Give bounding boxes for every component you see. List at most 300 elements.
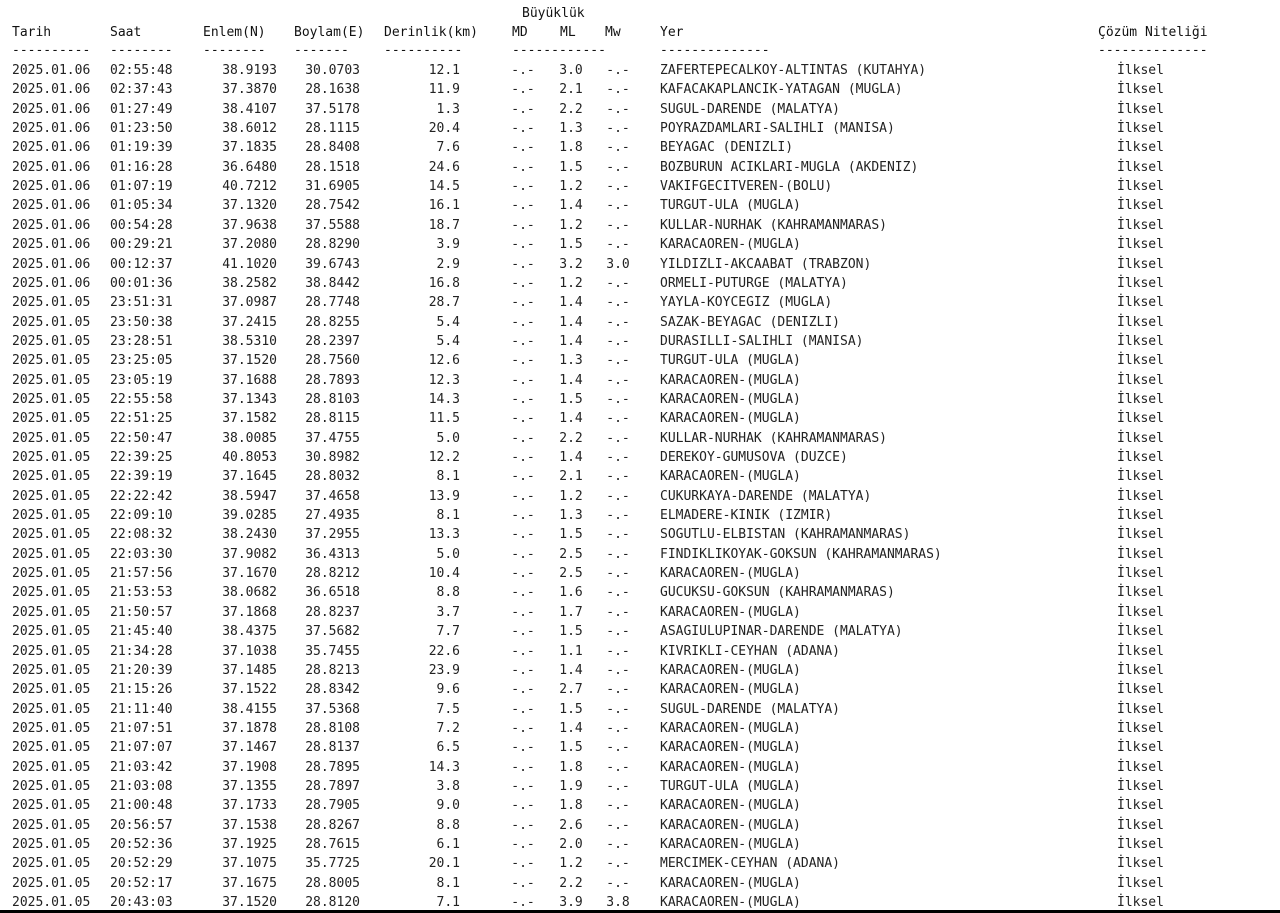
cell-ml: 1.8: [559, 759, 583, 775]
cell-md: -.-: [511, 643, 535, 659]
cell-derinlik: 20.4: [428, 121, 460, 137]
cell-ml: 1.7: [559, 604, 583, 620]
cell-enlem: 37.1675: [222, 875, 277, 891]
cell-cozum: İlksel: [1117, 546, 1164, 562]
cell-derinlik: 5.4: [436, 333, 460, 349]
cell-md: -.-: [511, 585, 535, 601]
cell-md: -.-: [511, 411, 535, 427]
cell-saat: 01:05:34: [110, 198, 173, 214]
cell-mw: -.-: [606, 720, 630, 736]
cell-saat: 21:57:56: [110, 566, 173, 582]
cell-tarih: 2025.01.05: [12, 895, 91, 911]
cell-derinlik: 10.4: [428, 566, 460, 582]
cell-tarih: 2025.01.06: [12, 159, 91, 175]
table-row: [0, 777, 1280, 796]
cell-ml: 1.2: [559, 217, 583, 233]
cell-cozum: İlksel: [1117, 778, 1164, 794]
cell-enlem: 37.1878: [222, 720, 277, 736]
cell-derinlik: 6.1: [436, 837, 460, 852]
cell-derinlik: 7.7: [436, 624, 460, 640]
separator-tarih: ----------: [12, 43, 91, 58]
cell-boylam: 28.2397: [305, 333, 360, 349]
cell-ml: 3.0: [559, 63, 583, 78]
table-row: [0, 583, 1280, 602]
separator-enlem: --------: [203, 43, 266, 58]
column-header-enlem: Enlem(N): [203, 25, 266, 40]
cell-yer: KARACAOREN-(MUGLA): [660, 682, 801, 698]
cell-boylam: 28.8108: [305, 720, 360, 736]
cell-mw: -.-: [606, 217, 630, 233]
cell-saat: 00:29:21: [110, 237, 173, 253]
cell-tarih: 2025.01.05: [12, 740, 91, 756]
table-row: [0, 835, 1280, 854]
cell-enlem: 37.1320: [222, 198, 277, 214]
cell-ml: 1.4: [559, 314, 583, 330]
cell-enlem: 38.2430: [222, 527, 277, 543]
cell-saat: 20:52:17: [110, 875, 173, 891]
cell-boylam: 28.8290: [305, 237, 360, 253]
cell-saat: 20:43:03: [110, 895, 173, 911]
table-row: [0, 448, 1280, 467]
table-row: [0, 680, 1280, 699]
cell-md: -.-: [511, 798, 535, 814]
cell-boylam: 28.7905: [305, 798, 360, 814]
cell-saat: 21:07:51: [110, 720, 173, 736]
cell-mw: -.-: [606, 314, 630, 330]
cell-derinlik: 16.1: [428, 198, 460, 214]
cell-yer: MERCIMEK-CEYHAN (ADANA): [660, 856, 841, 872]
cell-md: -.-: [511, 895, 535, 911]
table-row: [0, 158, 1280, 177]
cell-tarih: 2025.01.05: [12, 585, 91, 601]
cell-saat: 01:27:49: [110, 101, 173, 117]
table-row: [0, 854, 1280, 873]
cell-md: -.-: [511, 121, 535, 137]
cell-md: -.-: [511, 624, 535, 640]
cell-enlem: 37.1908: [222, 759, 277, 775]
cell-enlem: 38.2582: [222, 275, 277, 291]
cell-ml: 1.5: [559, 624, 583, 640]
cell-ml: 2.5: [559, 546, 583, 562]
cell-tarih: 2025.01.06: [12, 82, 91, 98]
cell-cozum: İlksel: [1117, 101, 1164, 117]
cell-cozum: İlksel: [1117, 488, 1164, 504]
cell-mw: -.-: [606, 643, 630, 659]
cell-boylam: 28.8115: [305, 411, 360, 427]
cell-saat: 00:12:37: [110, 256, 173, 272]
cell-cozum: İlksel: [1117, 508, 1164, 524]
cell-saat: 22:39:25: [110, 450, 173, 465]
cell-yer: ELMADERE-KINIK (IZMIR): [660, 508, 833, 524]
cell-mw: -.-: [606, 546, 630, 562]
cell-md: -.-: [511, 82, 535, 98]
cell-saat: 22:22:42: [110, 488, 173, 504]
cell-cozum: İlksel: [1117, 875, 1164, 891]
cell-derinlik: 3.9: [436, 237, 460, 253]
cell-boylam: 28.8408: [305, 140, 360, 156]
cell-ml: 3.9: [559, 895, 583, 911]
cell-enlem: 38.6012: [222, 121, 277, 137]
cell-tarih: 2025.01.06: [12, 140, 91, 156]
cell-derinlik: 5.0: [436, 430, 460, 446]
cell-mw: -.-: [606, 759, 630, 775]
cell-tarih: 2025.01.05: [12, 391, 91, 407]
cell-cozum: İlksel: [1117, 469, 1164, 485]
cell-cozum: İlksel: [1117, 82, 1164, 98]
cell-boylam: 28.8103: [305, 391, 360, 407]
cell-tarih: 2025.01.06: [12, 179, 91, 195]
cell-cozum: İlksel: [1117, 275, 1164, 291]
cell-enlem: 37.9638: [222, 217, 277, 233]
cell-md: -.-: [511, 856, 535, 872]
cell-md: -.-: [511, 450, 535, 465]
cell-derinlik: 1.3: [436, 101, 460, 117]
cell-mw: -.-: [606, 430, 630, 446]
table-row: [0, 661, 1280, 680]
column-header-yer: Yer: [660, 25, 684, 40]
cell-md: -.-: [511, 275, 535, 291]
cell-yer: KARACAOREN-(MUGLA): [660, 237, 801, 253]
cell-boylam: 28.8137: [305, 740, 360, 756]
cell-mw: -.-: [606, 837, 630, 852]
table-row: [0, 487, 1280, 506]
table-row: [0, 429, 1280, 448]
cell-tarih: 2025.01.05: [12, 430, 91, 446]
cell-yer: BEYAGAC (DENIZLI): [660, 140, 794, 156]
cell-cozum: İlksel: [1117, 701, 1164, 717]
cell-md: -.-: [511, 817, 535, 833]
cell-tarih: 2025.01.05: [12, 411, 91, 427]
cell-derinlik: 6.5: [436, 740, 460, 756]
cell-enlem: 38.4155: [222, 701, 277, 717]
cell-boylam: 37.5588: [305, 217, 360, 233]
cell-cozum: İlksel: [1117, 256, 1164, 272]
cell-saat: 21:53:53: [110, 585, 173, 601]
cell-enlem: 37.1075: [222, 856, 277, 872]
cell-yer: YILDIZLI-AKCAABAT (TRABZON): [660, 256, 872, 272]
cell-cozum: İlksel: [1117, 121, 1164, 137]
cell-yer: KARACAOREN-(MUGLA): [660, 875, 801, 891]
cell-saat: 21:03:42: [110, 759, 173, 775]
cell-cozum: İlksel: [1117, 333, 1164, 349]
cell-tarih: 2025.01.05: [12, 817, 91, 833]
table-row: [0, 525, 1280, 544]
cell-md: -.-: [511, 875, 535, 891]
cell-enlem: 37.1522: [222, 682, 277, 698]
cell-ml: 2.2: [559, 430, 583, 446]
cell-boylam: 28.8255: [305, 314, 360, 330]
cell-boylam: 28.8032: [305, 469, 360, 485]
cell-derinlik: 2.9: [436, 256, 460, 272]
cell-derinlik: 11.9: [428, 82, 460, 98]
cell-mw: -.-: [606, 411, 630, 427]
cell-ml: 1.2: [559, 179, 583, 195]
table-row: [0, 255, 1280, 274]
cell-cozum: İlksel: [1117, 430, 1164, 446]
cell-enlem: 38.5947: [222, 488, 277, 504]
cell-yer: KARACAOREN-(MUGLA): [660, 740, 801, 756]
cell-mw: -.-: [606, 450, 630, 465]
cell-enlem: 37.1520: [222, 353, 277, 369]
cell-saat: 01:07:19: [110, 179, 173, 195]
cell-yer: KARACAOREN-(MUGLA): [660, 391, 801, 407]
cell-derinlik: 12.6: [428, 353, 460, 369]
cell-ml: 1.9: [559, 778, 583, 794]
table-row: [0, 332, 1280, 351]
cell-md: -.-: [511, 604, 535, 620]
cell-saat: 23:51:31: [110, 295, 173, 311]
table-row: [0, 390, 1280, 409]
cell-ml: 1.4: [559, 662, 583, 678]
cell-yer: TURGUT-ULA (MUGLA): [660, 353, 801, 369]
cell-derinlik: 14.3: [428, 391, 460, 407]
cell-mw: -.-: [606, 508, 630, 524]
cell-mw: -.-: [606, 372, 630, 388]
table-row: [0, 274, 1280, 293]
table-row: [0, 80, 1280, 99]
cell-derinlik: 12.3: [428, 372, 460, 388]
cell-md: -.-: [511, 353, 535, 369]
cell-boylam: 28.8120: [305, 895, 360, 911]
cell-enlem: 38.9193: [222, 63, 277, 78]
cell-yer: DEREKOY-GUMUSOVA (DUZCE): [660, 450, 848, 465]
cell-boylam: 35.7455: [305, 643, 360, 659]
cell-mw: -.-: [606, 682, 630, 698]
cell-saat: 22:50:47: [110, 430, 173, 446]
cell-enlem: 37.1355: [222, 778, 277, 794]
cell-mw: -.-: [606, 333, 630, 349]
cell-derinlik: 8.8: [436, 585, 460, 601]
cell-mw: -.-: [606, 82, 630, 98]
cell-yer: SUGUL-DARENDE (MALATYA): [660, 701, 841, 717]
cell-saat: 22:39:19: [110, 469, 173, 485]
cell-md: -.-: [511, 662, 535, 678]
cell-derinlik: 20.1: [428, 856, 460, 872]
cell-ml: 1.3: [559, 508, 583, 524]
cell-mw: -.-: [606, 856, 630, 872]
cell-ml: 1.8: [559, 140, 583, 156]
cell-yer: KARACAOREN-(MUGLA): [660, 798, 801, 814]
cell-ml: 1.4: [559, 198, 583, 214]
table-row: [0, 235, 1280, 254]
cell-yer: ORMELI-PUTURGE (MALATYA): [660, 275, 848, 291]
cell-yer: KARACAOREN-(MUGLA): [660, 662, 801, 678]
cell-derinlik: 16.8: [428, 275, 460, 291]
cell-derinlik: 8.8: [436, 817, 460, 833]
cell-mw: 3.0: [606, 256, 630, 272]
cell-tarih: 2025.01.05: [12, 662, 91, 678]
cell-cozum: İlksel: [1117, 198, 1164, 214]
table-row: [0, 177, 1280, 196]
cell-tarih: 2025.01.05: [12, 604, 91, 620]
cell-cozum: İlksel: [1117, 527, 1164, 543]
cell-saat: 00:54:28: [110, 217, 173, 233]
cell-saat: 23:50:38: [110, 314, 173, 330]
cell-ml: 1.4: [559, 450, 583, 465]
separator-magnitude: ------------: [512, 43, 606, 58]
cell-md: -.-: [511, 488, 535, 504]
cell-mw: -.-: [606, 391, 630, 407]
cell-boylam: 30.0703: [305, 63, 360, 78]
cell-enlem: 37.1645: [222, 469, 277, 485]
cell-cozum: İlksel: [1117, 798, 1164, 814]
separator-row: [0, 41, 1280, 60]
magnitude-group-label: Büyüklük: [522, 6, 585, 21]
cell-tarih: 2025.01.05: [12, 527, 91, 543]
cell-yer: DURASILLI-SALIHLI (MANISA): [660, 333, 864, 349]
cell-yer: KARACAOREN-(MUGLA): [660, 469, 801, 485]
table-row: [0, 351, 1280, 370]
cell-derinlik: 7.6: [436, 140, 460, 156]
cell-yer: TURGUT-ULA (MUGLA): [660, 198, 801, 214]
cell-mw: -.-: [606, 817, 630, 833]
cell-tarih: 2025.01.05: [12, 372, 91, 388]
cell-saat: 21:34:28: [110, 643, 173, 659]
cell-tarih: 2025.01.06: [12, 275, 91, 291]
table-row: [0, 816, 1280, 835]
cell-mw: -.-: [606, 566, 630, 582]
cell-yer: FINDIKLIKOYAK-GOKSUN (KAHRAMANMARAS): [660, 546, 942, 562]
cell-mw: -.-: [606, 778, 630, 794]
table-row: [0, 874, 1280, 893]
cell-saat: 01:19:39: [110, 140, 173, 156]
table-row: [0, 719, 1280, 738]
cell-yer: KARACAOREN-(MUGLA): [660, 604, 801, 620]
cell-saat: 01:16:28: [110, 159, 173, 175]
cell-cozum: İlksel: [1117, 837, 1164, 852]
cell-cozum: İlksel: [1117, 140, 1164, 156]
cell-md: -.-: [511, 508, 535, 524]
cell-ml: 1.2: [559, 856, 583, 872]
cell-enlem: 37.2415: [222, 314, 277, 330]
column-header-boylam: Boylam(E): [294, 25, 365, 40]
table-row: [0, 622, 1280, 641]
cell-md: -.-: [511, 101, 535, 117]
cell-mw: -.-: [606, 159, 630, 175]
cell-ml: 1.2: [559, 488, 583, 504]
cell-yer: KARACAOREN-(MUGLA): [660, 837, 801, 852]
cell-yer: KARACAOREN-(MUGLA): [660, 372, 801, 388]
cell-enlem: 37.1670: [222, 566, 277, 582]
cell-cozum: İlksel: [1117, 314, 1164, 330]
cell-enlem: 41.1020: [222, 256, 277, 272]
cell-ml: 1.4: [559, 411, 583, 427]
cell-boylam: 28.8267: [305, 817, 360, 833]
cell-boylam: 37.5682: [305, 624, 360, 640]
cell-tarih: 2025.01.06: [12, 101, 91, 117]
cell-boylam: 28.8005: [305, 875, 360, 891]
cell-md: -.-: [511, 256, 535, 272]
cell-derinlik: 5.4: [436, 314, 460, 330]
cell-yer: KARACAOREN-(MUGLA): [660, 411, 801, 427]
cell-saat: 21:00:48: [110, 798, 173, 814]
cell-saat: 21:11:40: [110, 701, 173, 717]
cell-enlem: 37.1925: [222, 837, 277, 852]
header-group-row: [0, 4, 1280, 23]
cell-yer: SAZAK-BEYAGAC (DENIZLI): [660, 314, 841, 330]
cell-ml: 1.5: [559, 391, 583, 407]
cell-tarih: 2025.01.05: [12, 856, 91, 872]
table-row: [0, 796, 1280, 815]
table-row: [0, 100, 1280, 119]
column-header-derinlik: Derinlik(km): [384, 25, 478, 40]
cell-ml: 1.4: [559, 720, 583, 736]
cell-mw: -.-: [606, 121, 630, 137]
cell-boylam: 28.8212: [305, 566, 360, 582]
cell-saat: 02:55:48: [110, 63, 173, 78]
cell-yer: ZAFERTEPECALKOY-ALTINTAS (KUTAHYA): [660, 63, 927, 78]
cell-ml: 1.1: [559, 643, 583, 659]
cell-boylam: 36.6518: [305, 585, 360, 601]
cell-md: -.-: [511, 391, 535, 407]
cell-derinlik: 9.0: [436, 798, 460, 814]
cell-tarih: 2025.01.05: [12, 295, 91, 311]
cell-mw: -.-: [606, 624, 630, 640]
cell-cozum: İlksel: [1117, 585, 1164, 601]
cell-md: -.-: [511, 759, 535, 775]
cell-derinlik: 23.9: [428, 662, 460, 678]
cell-mw: -.-: [606, 662, 630, 678]
cell-ml: 2.2: [559, 101, 583, 117]
cell-tarih: 2025.01.05: [12, 546, 91, 562]
cell-derinlik: 9.6: [436, 682, 460, 698]
cell-tarih: 2025.01.05: [12, 875, 91, 891]
cell-boylam: 28.7897: [305, 778, 360, 794]
cell-derinlik: 7.1: [436, 895, 460, 911]
cell-boylam: 28.8237: [305, 604, 360, 620]
cell-derinlik: 24.6: [428, 159, 460, 175]
cell-boylam: 28.8342: [305, 682, 360, 698]
cell-tarih: 2025.01.05: [12, 314, 91, 330]
cell-enlem: 38.0682: [222, 585, 277, 601]
cell-saat: 22:55:58: [110, 391, 173, 407]
cell-enlem: 37.1485: [222, 662, 277, 678]
cell-enlem: 37.1538: [222, 817, 277, 833]
cell-saat: 22:03:30: [110, 546, 173, 562]
cell-cozum: İlksel: [1117, 682, 1164, 698]
cell-derinlik: 12.2: [428, 450, 460, 465]
cell-tarih: 2025.01.06: [12, 63, 91, 78]
cell-ml: 1.3: [559, 353, 583, 369]
cell-cozum: İlksel: [1117, 720, 1164, 736]
cell-md: -.-: [511, 333, 535, 349]
column-header-mw: Mw: [605, 25, 621, 40]
cell-saat: 20:52:29: [110, 856, 173, 872]
cell-saat: 23:05:19: [110, 372, 173, 388]
cell-yer: KULLAR-NURHAK (KAHRAMANMARAS): [660, 430, 887, 446]
cell-ml: 1.5: [559, 701, 583, 717]
cell-cozum: İlksel: [1117, 759, 1164, 775]
cell-md: -.-: [511, 198, 535, 214]
cell-cozum: İlksel: [1117, 604, 1164, 620]
cell-tarih: 2025.01.05: [12, 508, 91, 524]
cell-mw: -.-: [606, 237, 630, 253]
cell-md: -.-: [511, 469, 535, 485]
table-row: [0, 196, 1280, 215]
cell-tarih: 2025.01.05: [12, 488, 91, 504]
cell-yer: KIVRIKLI-CEYHAN (ADANA): [660, 643, 841, 659]
table-row: [0, 564, 1280, 583]
cell-md: -.-: [511, 682, 535, 698]
cell-ml: 2.7: [559, 682, 583, 698]
cell-enlem: 37.1520: [222, 895, 277, 911]
cell-saat: 21:03:08: [110, 778, 173, 794]
cell-cozum: İlksel: [1117, 159, 1164, 175]
cell-mw: -.-: [606, 101, 630, 117]
cell-mw: -.-: [606, 604, 630, 620]
cell-md: -.-: [511, 237, 535, 253]
cell-saat: 20:52:36: [110, 837, 173, 852]
